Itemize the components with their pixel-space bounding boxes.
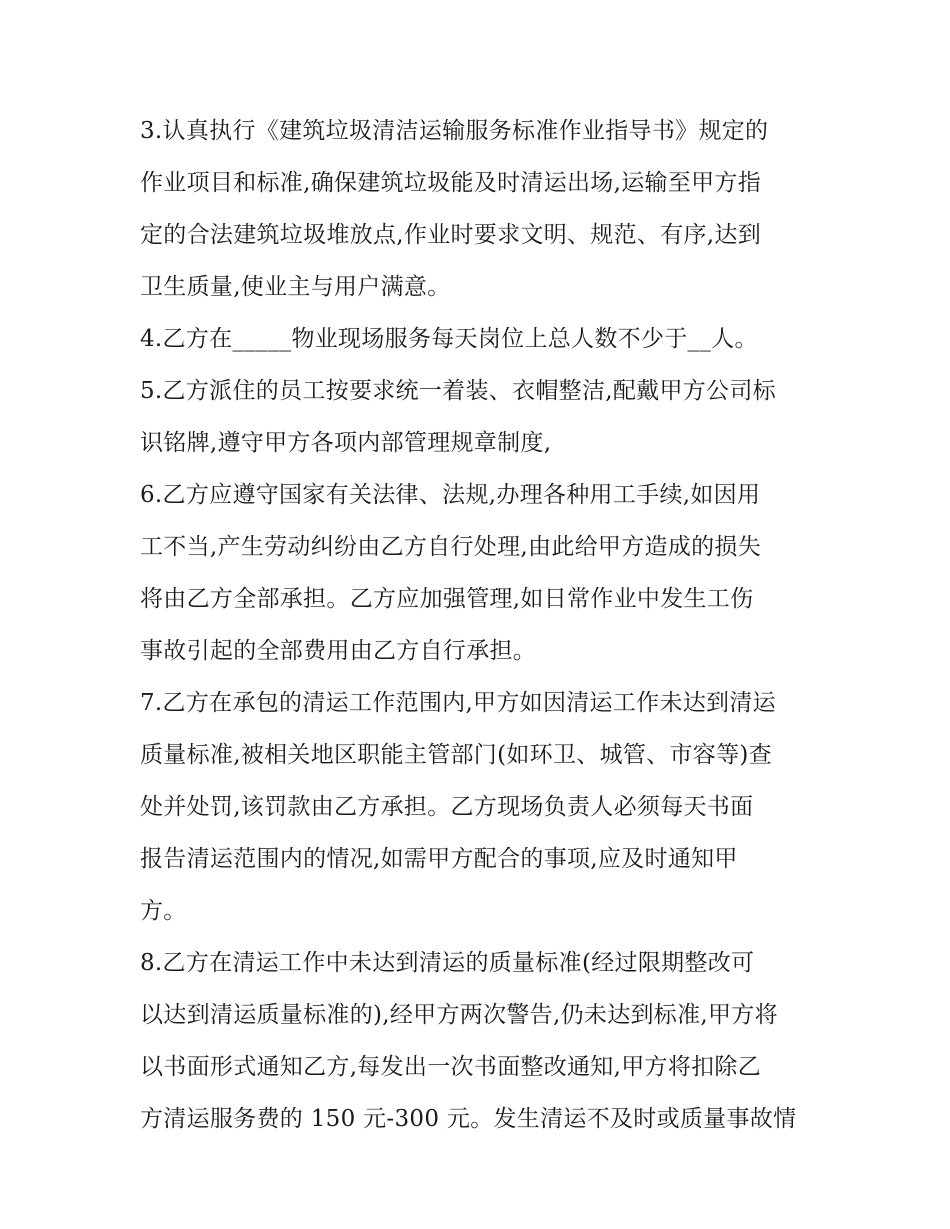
text-line: 5.乙方派住的员工按要求统一着装、衣帽整洁,配戴甲方公司标 [140,378,776,404]
text-line: 定的合法建筑垃圾堆放点,作业时要求文明、规范、有序,达到 [140,222,762,248]
text-line: 8.乙方在清运工作中未达到清运的质量标准(经过限期整改可 [140,950,755,976]
text-line: 4.乙方在_____物业现场服务每天岗位上总人数不少于__人。 [140,326,758,352]
text-line: 识铭牌,遵守甲方各项内部管理规章制度, [140,430,552,456]
text-line: 处并处罚,该罚款由乙方承担。乙方现场负责人必须每天书面 [140,794,754,820]
text-line: 7.乙方在承包的清运工作范围内,甲方如因清运工作未达到清运 [140,690,776,716]
text-line: 质量标准,被相关地区职能主管部门(如环卫、城管、市容等)查 [140,742,772,768]
text-line: 以书面形式通知乙方,每发出一次书面整改通知,甲方将扣除乙 [140,1054,762,1080]
text-line: 事故引起的全部费用由乙方自行承担。 [140,638,537,664]
text-line: 方。 [140,898,187,924]
text-line: 6.乙方应遵守国家有关法律、法规,办理各种用工手续,如因用 [140,482,761,508]
text-line: 以达到清运质量标准的),经甲方两次警告,仍未达到标准,甲方将 [140,1002,778,1028]
document-body [140,105,820,1145]
text-line: 工不当,产生劳动纠纷由乙方自行处理,由此给甲方造成的损失 [140,534,762,560]
text-line: 3.认真执行《建筑垃圾清洁运输服务标准作业指导书》规定的 [140,118,769,144]
text-line: 方清运服务费的 150 元-300 元。发生清运不及时或质量事故情 [140,1106,797,1132]
text-line: 将由乙方全部承担。乙方应加强管理,如日常作业中发生工伤 [140,586,754,612]
text-line: 报告清运范围内的情况,如需甲方配合的事项,应及时通知甲 [140,846,738,872]
text-line: 作业项目和标准,确保建筑垃圾能及时清运出场,运输至甲方指 [140,170,762,196]
text-line: 卫生质量,使业主与用户满意。 [140,274,451,300]
